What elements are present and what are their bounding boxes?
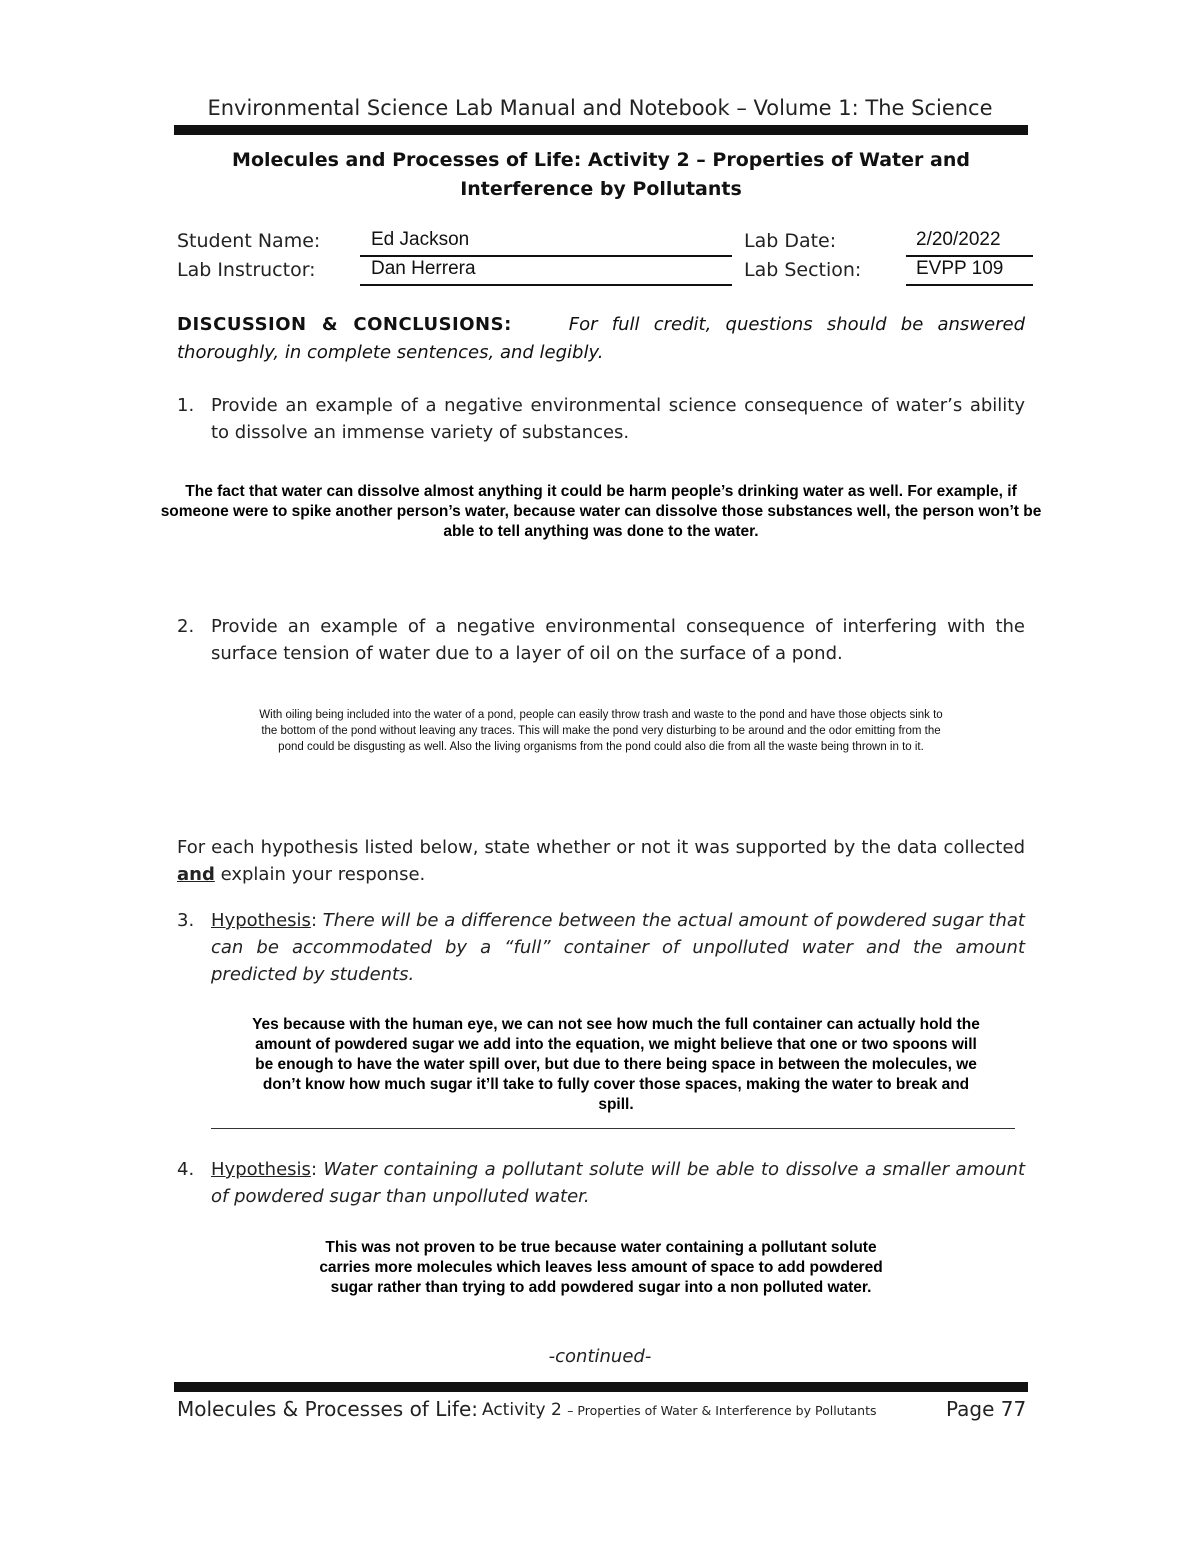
manual-title: Environmental Science Lab Manual and Notebook – Volume 1: The Science xyxy=(207,96,993,120)
header-rule xyxy=(174,125,1028,135)
activity-title-line1: Molecules and Processes of Life: Activity 2 – Properties of Water and xyxy=(232,149,970,171)
hypothesis-4: Hypothesis: Water containing a pollutant solute will be able to dissolve a smaller amount of powdered sugar than unpolluted water. xyxy=(211,1159,1025,1207)
discussion-block xyxy=(177,311,1025,367)
hypothesis-intro-after: explain your response. xyxy=(220,864,426,885)
lab-instructor-underline xyxy=(360,284,732,286)
hypothesis-intro xyxy=(177,834,1025,888)
student-name-label: Student Name: xyxy=(177,230,321,252)
lab-date-value[interactable]: 2/20/2022 xyxy=(916,229,1001,250)
question-1-text: Provide an example of a negative environmental science consequence of water’s ability to dissolve an immense variety of substances. xyxy=(211,395,1025,443)
answer-1[interactable]: The fact that water can dissolve almost anything it could be harm people’s drinking water as well. For example, if someone were to spike another person’s water, because water can dissolve those substances well, the person won’t be able to tell anything was done to the water. xyxy=(160,483,1042,540)
student-name-value[interactable]: Ed Jackson xyxy=(371,229,470,250)
answer-3-divider xyxy=(211,1128,1015,1129)
discussion-instructions: For full credit, questions should be answered thoroughly, in complete sentences, and legibly. xyxy=(177,314,1026,363)
hypothesis-intro-emphasis: and xyxy=(177,864,215,885)
activity-title xyxy=(174,146,1028,204)
discussion-heading: DISCUSSION & CONCLUSIONS: xyxy=(177,314,512,335)
footer-module: Molecules & Processes of Life: xyxy=(177,1397,478,1421)
footer-rule xyxy=(174,1382,1028,1392)
lab-instructor-label: Lab Instructor: xyxy=(177,259,316,281)
question-2-text: Provide an example of a negative environmental consequence of interfering with the surface tension of water due to a layer of oil on the surface of a pond. xyxy=(211,616,1025,664)
hypothesis-3-label: Hypothesis xyxy=(211,910,311,931)
hypothesis-3: Hypothesis: There will be a difference between the actual amount of powdered sugar that can be accommodated by a “full” container of unpolluted water and the amount predicted by students. xyxy=(211,910,1025,985)
hypothesis-3-text: There will be a difference between the actual amount of powdered sugar that can be accommodated by a “full” container of unpolluted water and the amount predicted by students. xyxy=(211,910,1025,985)
hypothesis-4-text: Water containing a pollutant solute will be able to dissolve a smaller amount of powdered sugar than unpolluted water. xyxy=(211,1159,1025,1207)
lab-section-value[interactable]: EVPP 109 xyxy=(916,258,1004,279)
hypothesis-3-number: 3. xyxy=(177,910,195,931)
continued-label: -continued- xyxy=(548,1346,652,1367)
lab-date-underline xyxy=(906,255,1033,257)
answer-3[interactable]: Yes because with the human eye, we can not see how much the full container can actually hold the amount of powdered sugar we add into the equation, we might believe that one or two spoons will be enough to have the water spill over, but due to there being space in between the molecules, we don’t know how much sugar it’ll take to fully cover those spaces, making the water to break and spill. xyxy=(252,1016,980,1113)
activity-title-line2: Interference by Pollutants xyxy=(460,178,742,200)
footer-page-number: Page 77 xyxy=(946,1397,1027,1421)
footer-activity-subtitle: – Properties of Water & Interference by Pollutants xyxy=(567,1403,877,1418)
lab-instructor-value[interactable]: Dan Herrera xyxy=(371,258,476,279)
answer-2[interactable]: With oiling being included into the water of a pond, people can easily throw trash and waste to the pond and have those objects sink to the bottom of the pond without leaving any traces. This will make the pond very disturbing to be around and the odor emitting from the pond could be disgusting as well. Also the living organisms from the pond could also die from all the waste being thrown in to it. xyxy=(259,709,943,753)
hypothesis-4-number: 4. xyxy=(177,1159,195,1180)
student-name-underline xyxy=(360,255,732,257)
footer-activity xyxy=(482,1400,877,1420)
question-1-number: 1. xyxy=(177,395,195,416)
answer-4[interactable]: This was not proven to be true because water containing a pollutant solute carries more molecules which leaves less amount of space to add powdered sugar rather than trying to add powdered sugar into a non polluted water. xyxy=(319,1239,883,1296)
footer-activity-name: Activity 2 xyxy=(482,1400,562,1420)
lab-section-label: Lab Section: xyxy=(744,259,862,281)
hypothesis-intro-before: For each hypothesis listed below, state whether or not it was supported by the data collected xyxy=(177,837,1025,858)
hypothesis-4-label: Hypothesis xyxy=(211,1159,311,1180)
question-2-number: 2. xyxy=(177,616,195,637)
lab-date-label: Lab Date: xyxy=(744,230,837,252)
lab-section-underline xyxy=(906,284,1033,286)
